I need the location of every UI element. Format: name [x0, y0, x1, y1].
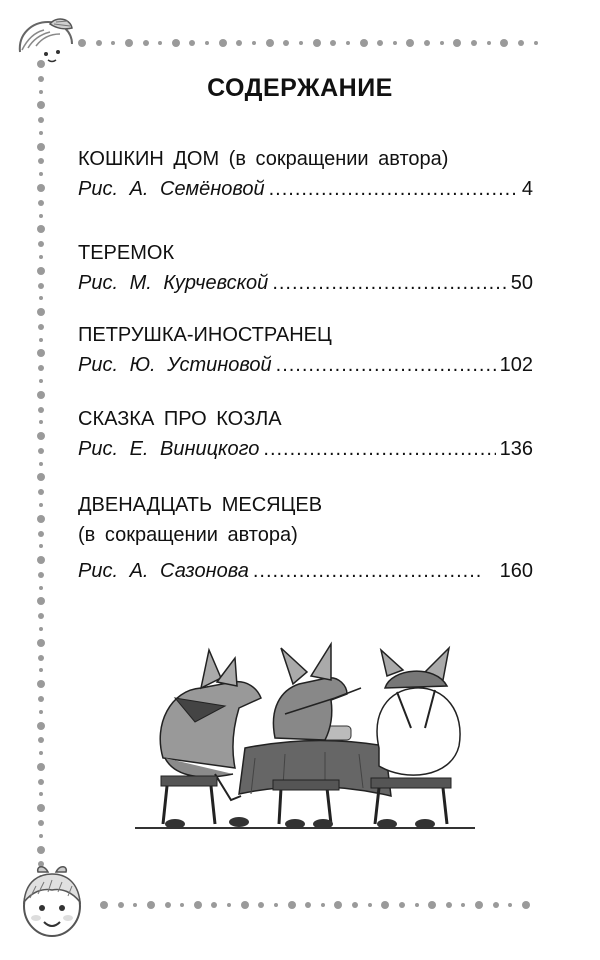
border-dot [346, 41, 350, 45]
border-dot [39, 503, 43, 507]
border-dot [38, 820, 44, 826]
border-dot [39, 668, 43, 672]
border-dot [377, 40, 383, 46]
toc-entry [78, 144, 533, 238]
border-dot [78, 39, 86, 47]
border-dot [38, 779, 44, 785]
border-dot [393, 41, 397, 45]
border-dot [39, 792, 43, 796]
border-dot [37, 391, 45, 399]
border-dot [508, 903, 512, 907]
bottom-dotted-border [100, 900, 530, 910]
border-dot [334, 901, 342, 909]
entry-title-continued: (в сокращении автора) [78, 524, 298, 546]
border-dot [37, 804, 45, 812]
border-dot [424, 40, 430, 46]
border-dot [522, 901, 530, 909]
illustrator: Рис. Ю. Устиновой [78, 354, 272, 376]
entry-title: КОШКИН ДОМ (в сокращении автора) [78, 148, 449, 170]
border-dot [37, 722, 45, 730]
illustrator: Рис. А. Сазонова [78, 560, 249, 582]
border-dot [38, 158, 44, 164]
page-number: 50 [510, 272, 533, 294]
border-dot [147, 901, 155, 909]
border-dot [493, 902, 499, 908]
toc-entry [78, 404, 533, 490]
left-dotted-border [36, 60, 46, 880]
border-dot [283, 40, 289, 46]
toc-entry [78, 238, 533, 320]
border-dot [227, 903, 231, 907]
border-dot [133, 903, 137, 907]
border-dot [313, 39, 321, 47]
page-title: СОДЕРЖАНИЕ [207, 74, 393, 102]
border-dot [180, 903, 184, 907]
entry-credit-row [78, 268, 533, 298]
border-dot [172, 39, 180, 47]
girl-face-icon [14, 862, 90, 942]
border-dot [38, 200, 44, 206]
dot-leader [263, 434, 495, 464]
toc-entry [78, 320, 533, 404]
border-dot [305, 902, 311, 908]
illustrator: Рис. А. Семёновой [78, 178, 265, 200]
border-dot [38, 324, 44, 330]
entry-credit-row [78, 350, 533, 380]
entry-title: ПЕТРУШКА-ИНОСТРАНЕЦ [78, 324, 332, 346]
border-dot [39, 420, 43, 424]
border-dot [352, 902, 358, 908]
border-dot [37, 143, 45, 151]
top-dotted-border [78, 38, 538, 48]
border-dot [38, 448, 44, 454]
border-dot [453, 39, 461, 47]
border-dot [368, 903, 372, 907]
border-dot [37, 225, 45, 233]
border-dot [39, 462, 43, 466]
border-dot [38, 696, 44, 702]
border-dot [500, 39, 508, 47]
girl-head-icon [14, 14, 76, 66]
border-dot [241, 901, 249, 909]
border-dot [38, 655, 44, 661]
border-dot [406, 39, 414, 47]
entry-title: ТЕРЕМОК [78, 242, 175, 264]
border-dot [37, 432, 45, 440]
border-dot [39, 751, 43, 755]
border-dot [37, 308, 45, 316]
entry-credit-row [78, 434, 533, 464]
border-dot [399, 902, 405, 908]
border-dot [37, 597, 45, 605]
border-dot [39, 627, 43, 631]
border-dot [381, 901, 389, 909]
border-dot [37, 763, 45, 771]
border-dot [299, 41, 303, 45]
border-dot [219, 39, 227, 47]
border-dot [111, 41, 115, 45]
entry-credit-row [78, 174, 533, 204]
border-dot [38, 241, 44, 247]
border-dot [39, 710, 43, 714]
border-dot [39, 544, 43, 548]
entry-credit-row [78, 556, 533, 586]
border-dot [518, 40, 524, 46]
border-dot [37, 473, 45, 481]
border-dot [39, 379, 43, 383]
border-dot [258, 902, 264, 908]
border-dot [330, 40, 336, 46]
border-dot [38, 572, 44, 578]
border-dot [194, 901, 202, 909]
border-dot [38, 531, 44, 537]
border-dot [236, 40, 242, 46]
border-dot [38, 283, 44, 289]
border-dot [534, 41, 538, 45]
illustrator: Рис. М. Курчевской [78, 272, 269, 294]
border-dot [37, 267, 45, 275]
border-dot [205, 41, 209, 45]
border-dot [37, 556, 45, 564]
border-dot [189, 40, 195, 46]
border-dot [446, 902, 452, 908]
page-number: 102 [499, 354, 533, 376]
border-dot [37, 515, 45, 523]
border-dot [37, 680, 45, 688]
border-dot [39, 338, 43, 342]
border-dot [288, 901, 296, 909]
border-dot [39, 586, 43, 590]
border-dot [37, 184, 45, 192]
border-dot [38, 737, 44, 743]
border-dot [471, 40, 477, 46]
border-dot [39, 214, 43, 218]
toc-entry [78, 490, 533, 586]
border-dot [487, 41, 491, 45]
border-dot [143, 40, 149, 46]
border-dot [39, 296, 43, 300]
dot-leader [269, 174, 518, 204]
border-dot [38, 489, 44, 495]
border-dot [321, 903, 325, 907]
page-number: 136 [499, 438, 533, 460]
three-pigs-at-table-illustration [135, 628, 475, 838]
entry-title: ДВЕНАДЦАТЬ МЕСЯЦЕВ [78, 494, 323, 516]
border-dot [38, 117, 44, 123]
border-dot [39, 834, 43, 838]
border-dot [39, 131, 43, 135]
border-dot [475, 901, 483, 909]
border-dot [158, 41, 162, 45]
table-of-contents [78, 144, 533, 586]
border-dot [37, 639, 45, 647]
border-dot [461, 903, 465, 907]
border-dot [96, 40, 102, 46]
border-dot [39, 255, 43, 259]
border-dot [274, 903, 278, 907]
border-dot [165, 902, 171, 908]
border-dot [415, 903, 419, 907]
border-dot [252, 41, 256, 45]
border-dot [360, 39, 368, 47]
border-dot [37, 349, 45, 357]
border-dot [39, 172, 43, 176]
border-dot [38, 407, 44, 413]
border-dot [125, 39, 133, 47]
dot-leader [253, 556, 480, 586]
border-dot [266, 39, 274, 47]
border-dot [118, 902, 124, 908]
page-number: 160 [499, 560, 533, 582]
border-dot [211, 902, 217, 908]
border-dot [100, 901, 108, 909]
border-dot [38, 365, 44, 371]
border-dot [440, 41, 444, 45]
illustrator: Рис. Е. Виницкого [78, 438, 260, 460]
border-dot [428, 901, 436, 909]
dot-leader [276, 350, 496, 380]
border-dot [38, 613, 44, 619]
entry-title: СКАЗКА ПРО КОЗЛА [78, 408, 282, 430]
dot-leader [272, 268, 506, 298]
border-dot [37, 846, 45, 854]
page-number: 4 [521, 178, 533, 200]
